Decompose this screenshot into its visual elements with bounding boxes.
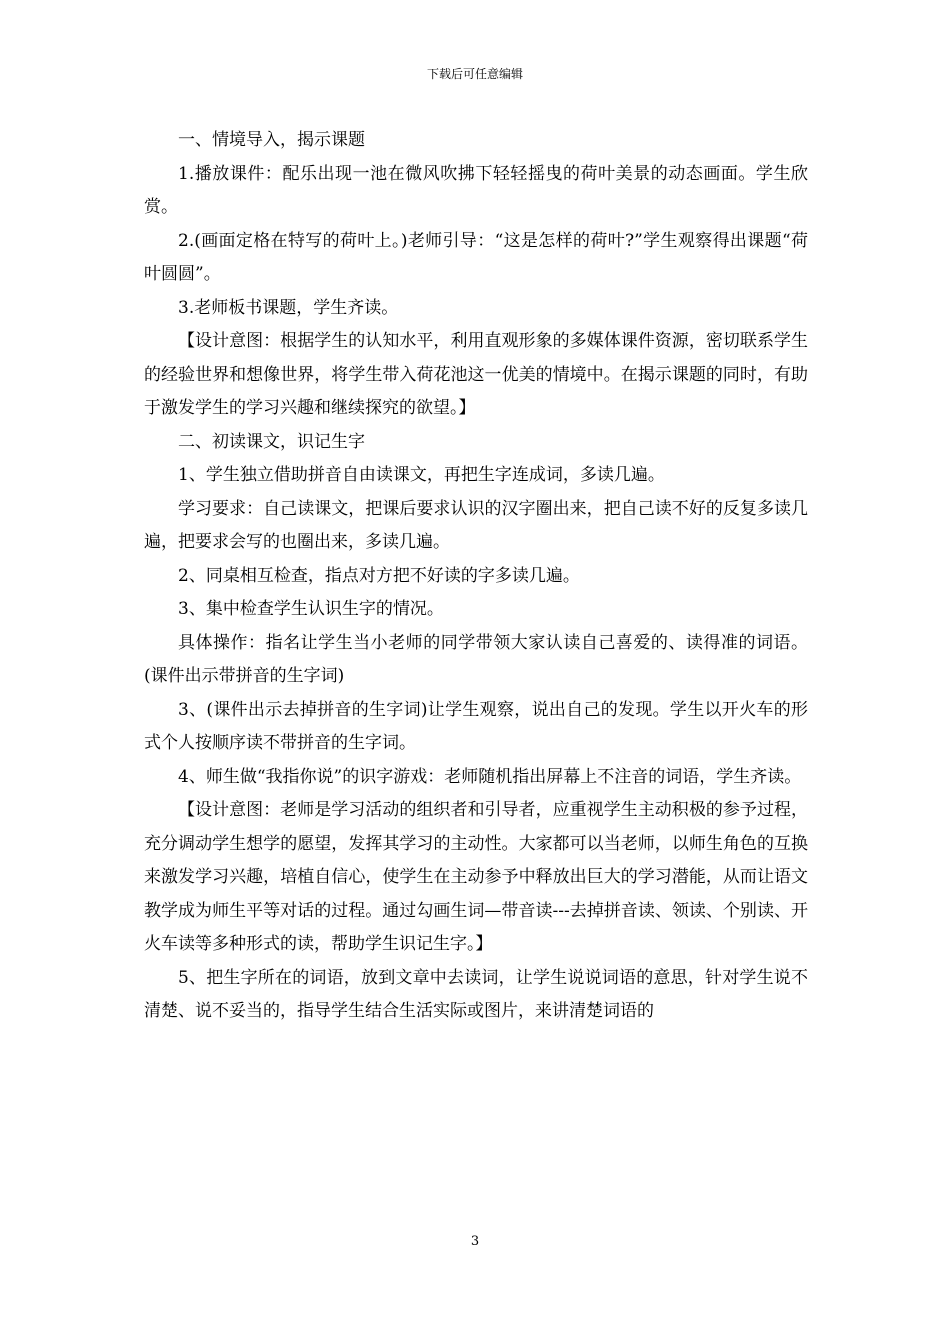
design-intent-note: 【设计意图：根据学生的认知水平，利用直观形象的多媒体课件资源，密切联系学生的经验世界和想像世界，将学生带入荷花池这一优美的情境中。在揭示课题的同时，有助于激发学生的学习兴趣和继续探究的欲望。】 bbox=[144, 331, 808, 418]
paragraph: 具体操作：指名让学生当小老师的同学带领大家认读自己喜爱的、读得准的词语。(课件出示带拼音的生字词) bbox=[144, 632, 808, 686]
paragraph: 3、(课件出示去掉拼音的生字词)让学生观察，说出自己的发现。学生以开火车的形式个人按顺序读不带拼音的生字词。 bbox=[144, 699, 808, 753]
paragraph: 5、把生字所在的词语，放到文章中去读词，让学生说说词语的意思，针对学生说不清楚、说不妥当的，指导学生结合生活实际或图片，来讲清楚词语的 bbox=[144, 967, 808, 1021]
paragraph: 2、同桌相互检查，指点对方把不好读的字多读几遍。 bbox=[178, 565, 580, 586]
paragraph: 3、集中检查学生认识生字的情况。 bbox=[178, 599, 444, 619]
page-number: 3 bbox=[470, 1234, 480, 1249]
paragraph: 4、师生做“我指你说”的识字游戏：老师随机指出屏幕上不注音的词语，学生齐读。 bbox=[178, 766, 802, 787]
paragraph: 2.(画面定格在特写的荷叶上。)老师引导：“这是怎样的荷叶?”学生观察得出课题“荷叶圆圆”。 bbox=[144, 230, 808, 284]
document-body bbox=[144, 124, 808, 1029]
paragraph: 学习要求：自己读课文，把课后要求认识的汉字圈出来，把自己读不好的反复多读几遍，把要求会写的也圈出来，多读几遍。 bbox=[144, 498, 808, 552]
paragraph: 1、学生独立借助拼音自由读课文，再把生字连成词，多读几遍。 bbox=[178, 465, 665, 485]
paragraph: 1.播放课件：配乐出现一池在微风吹拂下轻轻摇曳的荷叶美景的动态画面。学生欣赏。 bbox=[144, 163, 808, 217]
section-heading-intro: 一、情境导入，揭示课题 bbox=[178, 130, 365, 150]
design-intent-note: 【设计意图：老师是学习活动的组织者和引导者，应重视学生主动积极的参予过程，充分调动学生想学的愿望，发挥其学习的主动性。大家都可以当老师，以师生角色的互换来激发学习兴趣，培植自信心，使学生在主动参予中释放出巨大的学习潜能，从而让语文教学成为师生平等对话的过程。通过勾画生词—带音读---去掉拼音读、领读、个别读、开火车读等多种形式的读，帮助学生识记生字。】 bbox=[144, 800, 808, 954]
paragraph: 3.老师板书课题，学生齐读。 bbox=[178, 297, 399, 318]
section-heading-reading: 二、初读课文，识记生字 bbox=[178, 431, 365, 452]
page-header: 下载后可任意编辑 bbox=[426, 67, 523, 81]
